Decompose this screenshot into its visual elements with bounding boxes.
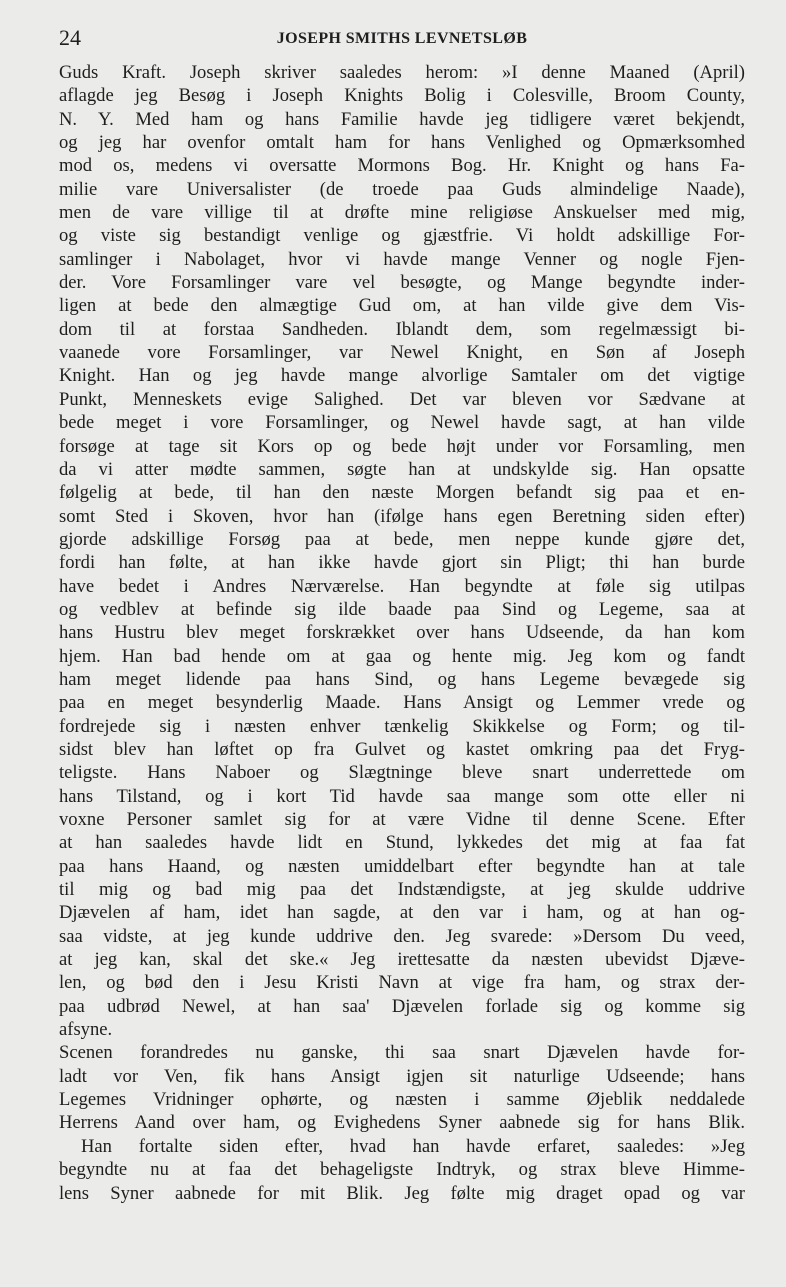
text-line: samlinger i Nabolaget, hvor vi havde mange Venner og nogle Fjen- xyxy=(59,248,745,270)
text-line: ligen at bede den almægtige Gud om, at han vilde give dem Vis- xyxy=(59,295,745,317)
text-line: forsøge at tage sit Kors op og bede højt under vor Forsamling, men xyxy=(59,435,745,457)
text-line: sidst blev han løftet op fra Gulvet og kastet omkring paa det Fryg- xyxy=(59,738,745,760)
text-line: lens Syner aabnede for mit Blik. Jeg følte mig draget opad og var xyxy=(59,1182,745,1204)
text-line: fordrejede sig i næsten enhver tænkelig Skikkelse og Form; og til- xyxy=(59,715,745,737)
text-line: milie vare Universalister (de troede paa Guds almindelige Naade), xyxy=(59,178,745,200)
text-line: men de vare villige til at drøfte mine religiøse Anskuelser med mig, xyxy=(59,202,745,224)
text-line: paa hans Haand, og næsten umiddelbart efter begyndte han at tale xyxy=(59,855,745,877)
text-line: Scenen forandredes nu ganske, thi saa snart Djævelen havde for- xyxy=(59,1042,745,1064)
text-line: og viste sig bestandigt venlige og gjæstfrie. Vi holdt adskillige For- xyxy=(59,225,745,247)
text-line: at han saaledes havde lidt en Stund, lykkedes det mig at faa fat xyxy=(59,832,745,854)
text-line: gjorde adskillige Forsøg paa at bede, men neppe kunde gjøre det, xyxy=(59,528,745,550)
text-line: N. Y. Med ham og hans Familie havde jeg tidligere været bekjendt, xyxy=(59,108,745,130)
text-line: teligste. Hans Naboer og Slægtninge bleve snart underrettede om xyxy=(59,762,745,784)
text-line: paa en meget besynderlig Maade. Hans Ansigt og Lemmer vrede og xyxy=(59,692,745,714)
text-line: mod os, medens vi oversatte Mormons Bog. Hr. Knight og hans Fa- xyxy=(59,155,745,177)
text-line: aflagde jeg Besøg i Joseph Knights Bolig i Colesville, Broom County, xyxy=(59,85,745,107)
text-line: ham meget lidende paa hans Sind, og hans Legeme bevægede sig xyxy=(59,668,745,690)
body-text xyxy=(59,61,745,1205)
text-line: til mig og bad mig paa det Indstændigste, at jeg skulde uddrive xyxy=(59,879,745,901)
text-line: og vedblev at befinde sig ilde baade paa Sind og Legeme, saa at xyxy=(59,598,745,620)
text-line: Han fortalte siden efter, hvad han havde erfaret, saaledes: »Jeg xyxy=(81,1135,745,1157)
text-line: følgelig at bede, til han den næste Morgen befandt sig paa et en- xyxy=(59,482,745,504)
text-line: Punkt, Menneskets evige Salighed. Det var bleven vor Sædvane at xyxy=(59,388,745,410)
text-line: len, og bød den i Jesu Kristi Navn at vige fra ham, og strax der- xyxy=(59,972,745,994)
text-line: hans Hustru blev meget forskrækket over hans Udseende, da han kom xyxy=(59,622,745,644)
text-line: somt Sted i Skoven, hvor han (ifølge hans egen Beretning siden efter) xyxy=(59,505,745,527)
text-line: og jeg har ovenfor omtalt ham for hans Venlighed og Opmærksomhed xyxy=(59,132,745,154)
text-line: voxne Personer samlet sig for at være Vidne til denne Scene. Efter xyxy=(59,809,745,830)
text-line: Legemes Vridninger ophørte, og næsten i samme Øjeblik neddalede xyxy=(59,1089,745,1111)
text-line: have bedet i Andres Nærværelse. Han begyndte at føle sig utilpas xyxy=(59,575,745,597)
text-line: Guds Kraft. Joseph skriver saaledes herom: »I denne Maaned (April) xyxy=(59,62,745,83)
text-line: hans Tilstand, og i kort Tid havde saa mange som otte eller ni xyxy=(59,785,745,807)
text-line: der. Vore Forsamlinger vare vel besøgte, og Mange begyndte inder- xyxy=(59,272,745,294)
text-line: begyndte nu at faa det behageligste Indtryk, og strax bleve Himme- xyxy=(59,1159,745,1181)
text-line: da vi atter mødte sammen, søgte han at undskylde sig. Han opsatte xyxy=(59,458,745,480)
text-line: hjem. Han bad hende om at gaa og hente mig. Jeg kom og fandt xyxy=(59,645,745,667)
text-line: Knight. Han og jeg havde mange alvorlige Samtaler om det vigtige xyxy=(59,365,745,387)
text-line: Herrens Aand over ham, og Evighedens Syner aabnede sig for hans Blik. xyxy=(59,1112,745,1134)
text-line: dom til at forstaa Sandheden. Iblandt dem, som regelmæssigt bi- xyxy=(59,318,745,340)
text-line: at jeg kan, skal det ske.« Jeg irettesatte da næsten ubevidst Djæve- xyxy=(59,949,745,971)
text-line: Djævelen af ham, idet han sagde, at den var i ham, og at han og- xyxy=(59,902,745,924)
text-line: ladt vor Ven, fik hans Ansigt igjen sit naturlige Udseende; hans xyxy=(59,1065,745,1087)
text-line: vaanede vore Forsamlinger, var Newel Knight, en Søn af Joseph xyxy=(59,342,745,364)
text-line: fordi han følte, at han ikke havde gjort sin Pligt; thi han burde xyxy=(59,552,745,574)
text-line: afsyne. xyxy=(59,1019,113,1041)
page-number: 24 xyxy=(59,25,81,50)
text-line: paa udbrød Newel, at han saa' Djævelen forlade sig og komme sig xyxy=(59,995,745,1017)
running-title: JOSEPH SMITHS LEVNETSLØB xyxy=(276,30,528,47)
text-line: saa vidste, at jeg kunde uddrive den. Jeg svarede: »Dersom Du veed, xyxy=(59,925,745,947)
text-line: bede meget i vore Forsamlinger, og Newel havde sagt, at han vilde xyxy=(59,412,745,434)
running-header xyxy=(59,26,745,50)
